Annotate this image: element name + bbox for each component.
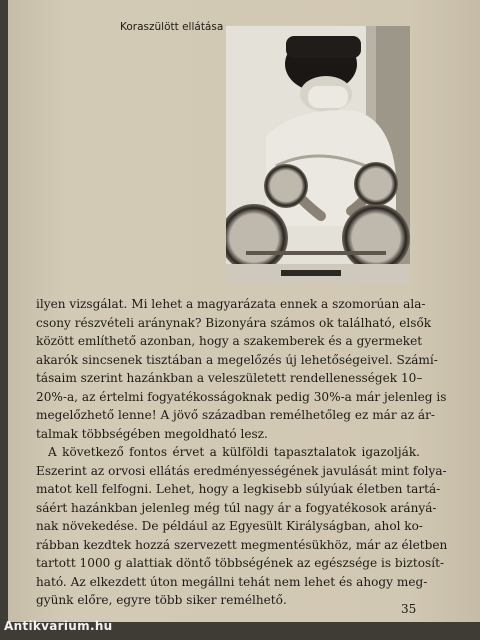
text-line: ható. Az elkezdett úton megállni tehát nem lehet és ahogy meg- <box>36 574 428 589</box>
body-text <box>36 295 448 610</box>
text-line: sáért hazánkban jelenleg még túl nagy ár a fogyatékosok arányá- <box>36 500 437 515</box>
text-line: talmak többségében megoldható lesz. <box>36 426 268 441</box>
text-line: A következő fontos érvet a külföldi tapasztalatok igazolják. <box>48 445 420 459</box>
text-line: tartott 1000 g alattiak döntő többségének az egészsége is biztosít- <box>36 556 445 570</box>
text-line: akarók sincsenek tisztában a megelőzés új lehetőségeivel. Számí- <box>36 352 438 367</box>
text-line: Eszerint az orvosi ellátás eredményességének javulását mint folya- <box>36 463 447 478</box>
text-line: gyünk előre, egyre több siker remélhető. <box>36 593 287 607</box>
text-line: között említhető azonban, hogy a szakemberek és a gyermeket <box>36 334 423 348</box>
text-line: tásaim szerint hazánkban a veleszületett rendellenességek 10– <box>36 371 423 385</box>
book-page <box>8 0 480 622</box>
text-line: 20%-a, az értelmi fogyatékosságoknak pedig 30%-a már jelenleg is <box>36 389 447 404</box>
text-line: matot kell felfogni. Lehet, hogy a legkisebb súlyúak életben tartá- <box>36 482 441 496</box>
text-line: megelőzhető lenne! A jövő században remélhetőleg ez már az ár- <box>36 408 436 422</box>
watermark: Antikvarium.hu <box>4 619 113 633</box>
text-line: nak növekedése. De például az Egyesült Királyságban, ahol ko- <box>36 519 424 533</box>
photo-nurse-incubator-icon <box>226 26 410 284</box>
page-number: 35 <box>401 602 417 616</box>
figure-photo <box>226 26 410 284</box>
text-line: ilyen vizsgálat. Mi lehet a magyarázata ennek a szomorúan ala- <box>36 297 426 311</box>
text-line: csony részvételi aránynak? Bizonyára számos ok található, elsők <box>36 315 432 330</box>
figure-caption: Koraszülött ellátása <box>120 21 224 33</box>
text-line: rábban kezdtek hozzá szervezett megmentésükhöz, már az életben <box>36 537 448 552</box>
